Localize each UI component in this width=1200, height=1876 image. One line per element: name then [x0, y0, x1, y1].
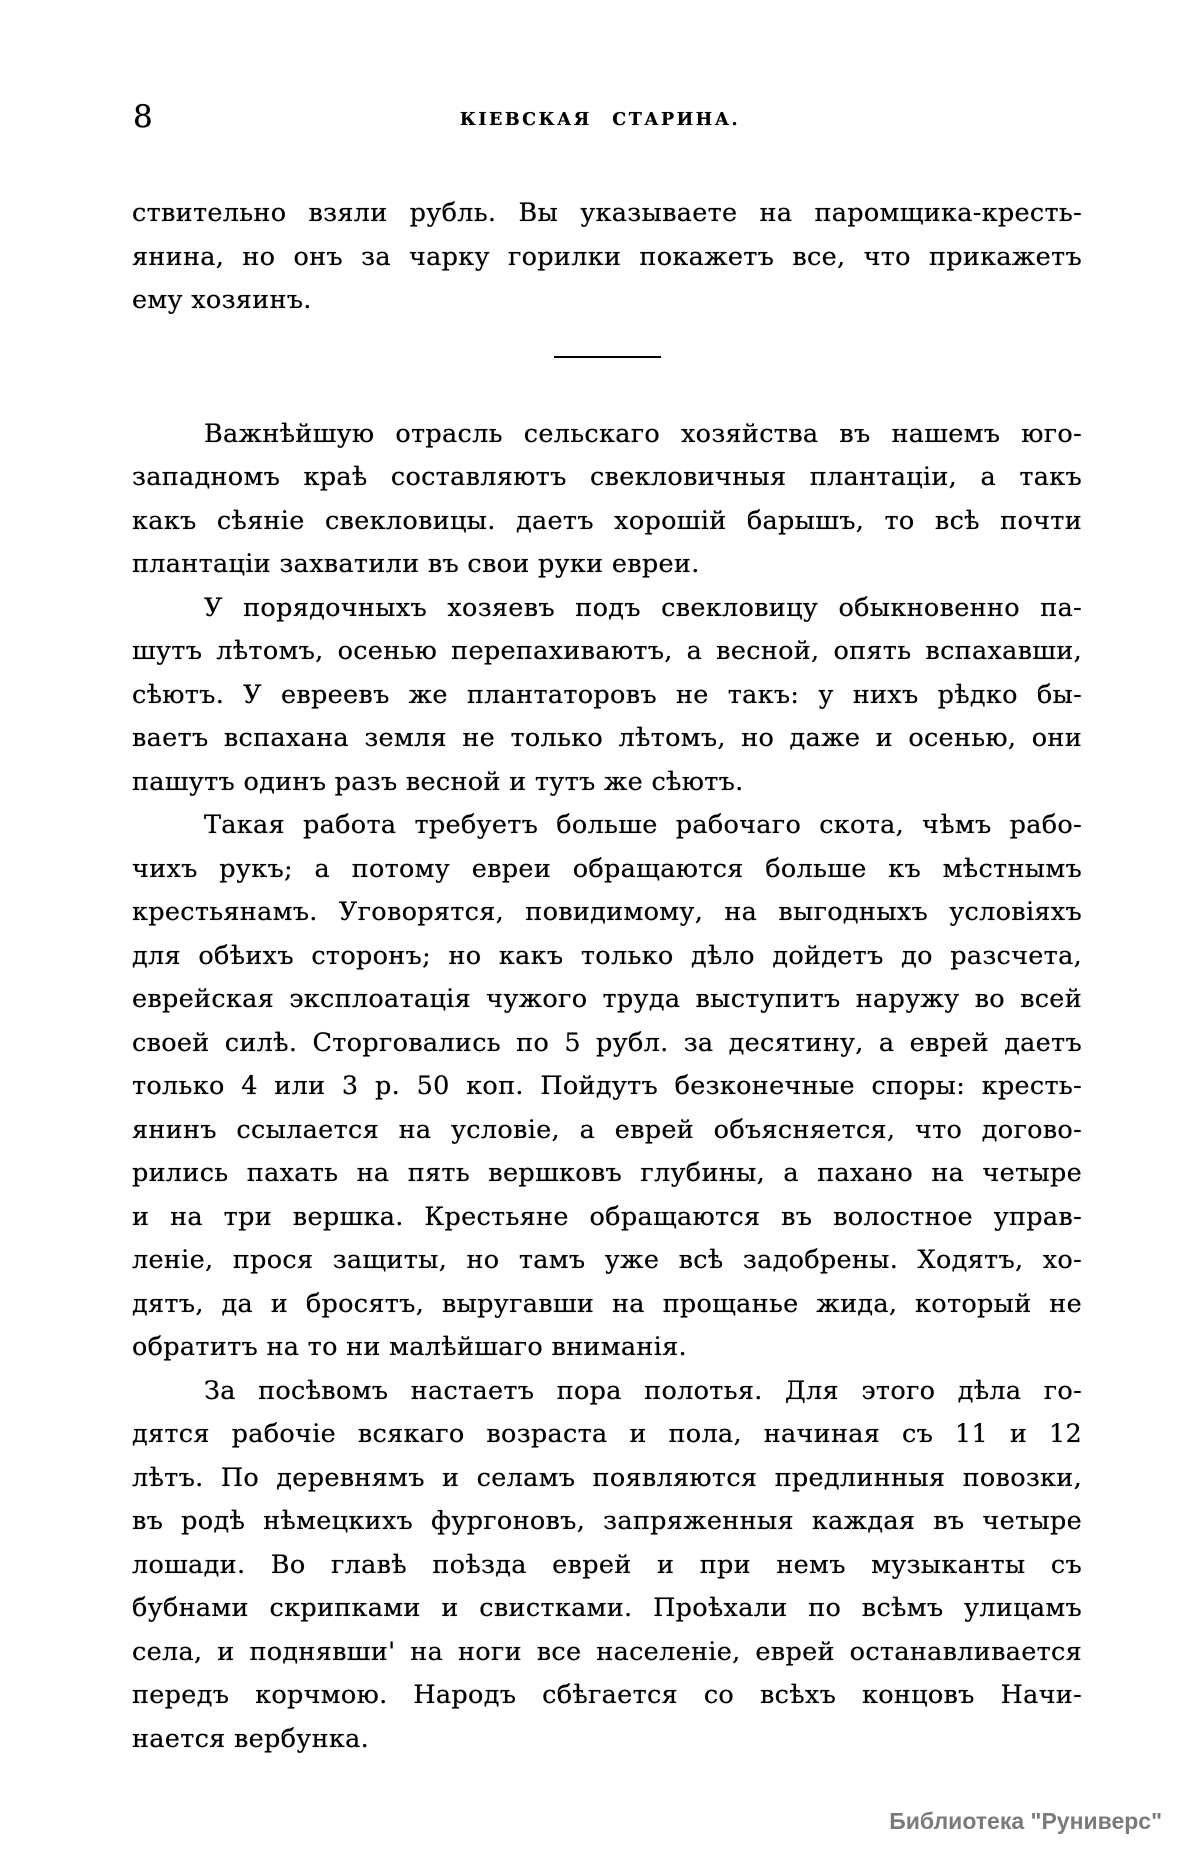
text-line: бубнами скрипками и свистками. Проѣхали по всѣмъ улицамъ	[132, 1593, 1082, 1623]
running-title: КІЕВСКАЯ СТАРИНА.	[459, 110, 741, 130]
text-line: дятъ, да и бросятъ, выругавши на прощанье жида, который не	[132, 1288, 1082, 1319]
text-line: У порядочныхъ хозяевъ подъ свекловицу обыкновенно па-	[204, 592, 1082, 623]
paragraph	[132, 192, 1082, 323]
text-line: лошади. Во главѣ поѣзда еврей и при немъ музыканты съ	[132, 1549, 1082, 1580]
text-line: ствительно взяли рубль. Вы указываете на паромщика-кресть-	[132, 198, 1082, 228]
section-divider	[554, 356, 661, 358]
text-line: крестьянамъ. Уговорятся, повидимому, на выгодныхъ условіяхъ	[132, 897, 1082, 927]
text-line: села, и поднявши' на ноги все населеніе, еврей останавливается	[132, 1636, 1082, 1667]
text-line: своей силѣ. Сторговались по 5 рубл. за десятину, а еврей даетъ	[132, 1027, 1082, 1058]
article-text	[132, 192, 1082, 1761]
text-line: чихъ рукъ; а потому евреи обращаются больше къ мѣстнымъ	[132, 853, 1082, 884]
text-line: передъ корчмою. Народъ сбѣгается со всѣхъ концовъ Начи-	[132, 1680, 1082, 1710]
paragraph	[132, 804, 1082, 1370]
text-line: сѣютъ. У евреевъ же плантаторовъ не такъ: у нихъ рѣдко бы-	[132, 679, 1082, 710]
text-line: западномъ краѣ составляютъ свекловичныя плантаціи, а такъ	[132, 462, 1082, 492]
text-line: въ родѣ нѣмецкихъ фургоновъ, запряженныя каждая въ четыре	[132, 1506, 1082, 1536]
text-line: ваетъ вспахана земля не только лѣтомъ, но даже и осенью, они	[132, 723, 1082, 753]
paragraph	[132, 413, 1082, 587]
text-line: шутъ лѣтомъ, осенью перепахиваютъ, а весной, опять вспахавши,	[132, 636, 1082, 666]
text-line: рились пахать на пять вершковъ глубины, а пахано на четыре	[132, 1158, 1082, 1188]
text-line: для обѣихъ сторонъ; но какъ только дѣло дойдетъ до разсчета,	[132, 940, 1082, 971]
text-line: нается вербунка.	[132, 1723, 370, 1754]
text-line: Важнѣйшую отрасль сельскаго хозяйства въ нашемъ юго-	[204, 418, 1082, 449]
text-line: только 4 или 3 р. 50 коп. Пойдутъ безконечные споры: кресть-	[132, 1071, 1082, 1101]
page-number: 8	[133, 99, 153, 135]
text-line: обратитъ на то ни малѣйшаго вниманія.	[132, 1332, 687, 1362]
paragraph	[132, 1370, 1082, 1762]
text-line: лѣтъ. По деревнямъ и селамъ появляются предлинныя повозки,	[132, 1462, 1082, 1493]
text-line: янина, но онъ за чарку горилки покажетъ все, что прикажетъ	[132, 241, 1082, 272]
text-line: Такая работа требуетъ больше рабочаго скота, чѣмъ рабо-	[204, 810, 1082, 840]
text-line: плантаціи захватили въ свои руки евреи.	[132, 549, 700, 579]
text-line: и на три вершка. Крестьяне обращаются въ волостное управ-	[132, 1201, 1082, 1232]
text-line: дятся рабочіе всякаго возраста и пола, начиная съ 11 и 12	[132, 1419, 1082, 1449]
text-line: янинъ ссылается на условіе, а еврей объясняется, что догово-	[132, 1114, 1082, 1145]
text-line: пашутъ одинъ разъ весной и тутъ же сѣютъ.	[132, 766, 744, 797]
text-line: еврейская эксплоатація чужого труда выступитъ наружу во всей	[132, 984, 1082, 1014]
text-line: За посѣвомъ настаетъ пора полотья. Для этого дѣла го-	[204, 1375, 1082, 1406]
text-line: леніе, прося защиты, но тамъ уже всѣ задобрены. Ходятъ, хо-	[132, 1245, 1082, 1275]
paragraph	[132, 587, 1082, 805]
text-line: ему хозяинъ.	[132, 285, 312, 315]
library-watermark: Библиотека "Руниверс"	[889, 1808, 1162, 1834]
text-line: какъ сѣяніе свекловицы. даетъ хорошій барышъ, то всѣ почти	[132, 505, 1082, 536]
